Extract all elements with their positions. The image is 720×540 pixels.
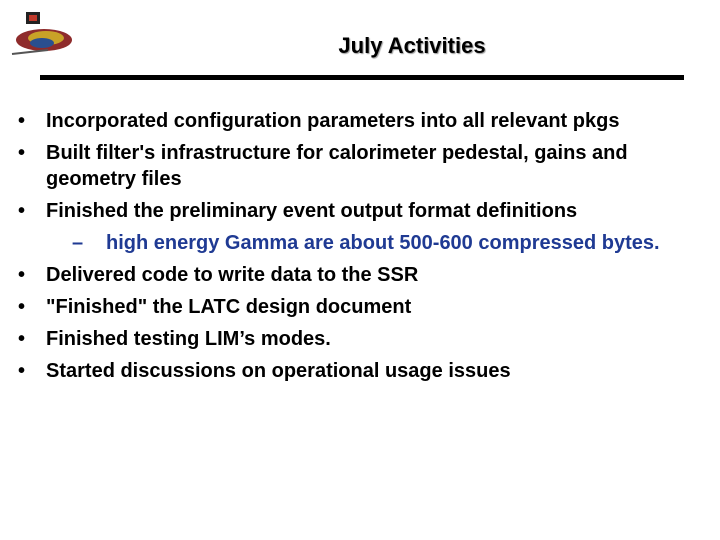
list-item <box>18 294 698 320</box>
bullet-icon: • <box>18 296 26 318</box>
list-item <box>18 326 698 352</box>
page-title: July Activities <box>338 33 486 58</box>
bullet-icon: • <box>18 110 26 132</box>
list-item-text: Finished testing LIM’s modes. <box>46 328 331 350</box>
list-item <box>18 358 698 384</box>
bullet-icon: • <box>18 328 26 350</box>
bullet-icon: • <box>18 264 26 286</box>
dash-icon: – <box>72 232 84 254</box>
list-item-text: Finished the preliminary event output format definitions <box>46 200 578 222</box>
list-item <box>18 198 698 224</box>
title-divider <box>40 75 684 80</box>
list-item-text: "Finished" the LATC design document <box>46 296 412 318</box>
bullet-icon: • <box>18 360 26 382</box>
bullet-list <box>18 108 698 390</box>
sub-list-item <box>46 230 698 256</box>
list-item-text: Incorporated configuration parameters into all relevant pkgs <box>46 110 620 132</box>
list-item <box>18 108 698 134</box>
bullet-icon: • <box>18 200 26 222</box>
list-item-text: Built filter's infrastructure for calorimeter pedestal, gains and geometry files <box>46 142 628 190</box>
sub-list-item-text: high energy Gamma are about 500-600 compressed bytes. <box>106 232 660 254</box>
bullet-icon: • <box>18 142 26 164</box>
list-item-text: Delivered code to write data to the SSR <box>46 264 419 286</box>
list-item <box>18 140 698 192</box>
list-item-text: Started discussions on operational usage issues <box>46 360 511 382</box>
list-item <box>18 262 698 288</box>
